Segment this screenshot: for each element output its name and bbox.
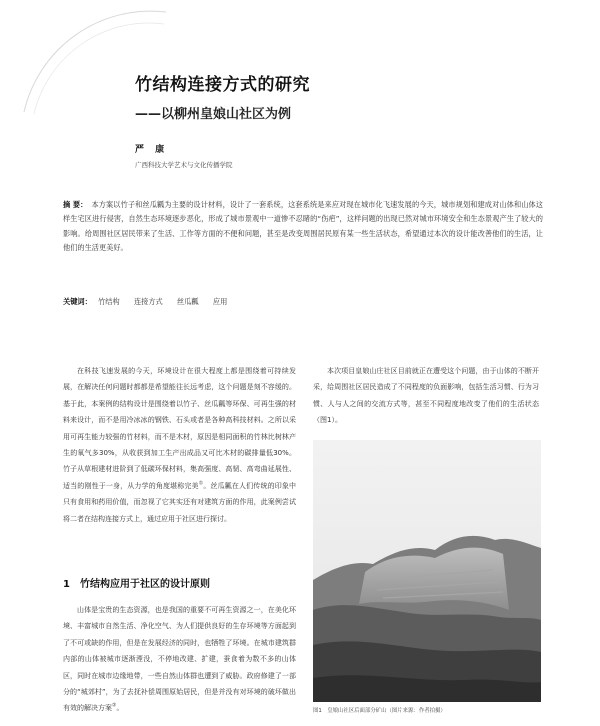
- keyword: 丝瓜瓤: [177, 297, 199, 306]
- keyword: 应用: [212, 297, 228, 306]
- abstract-text: 本方案以竹子和丝瓜瓤为主要的设计材料，设计了一套系统，这套系统是来应对现在城市化飞速发展的今天，城市规划和建成对山体和山体这样生宅区进行侵害，自然生态环境逐步恶化，形成了城市景观中一道惨不忍睹的“伤疤”，这样问题的出现已然对城市环境安全和生态景观产生了较大的影响。给周围社区居民带来了生活、工作等方面的不便和问题，甚至是改变周围居民原有某一些生活状态，希望通过本次的设计能改善他们的生活，让他们的生活更美好。: [63, 200, 543, 252]
- author-name: 严 康: [135, 145, 169, 155]
- article-subtitle: ——以柳州皇娘山社区为例: [135, 107, 292, 122]
- abstract-label: 摘 要：: [63, 200, 88, 209]
- footnote-ref: ②: [112, 703, 117, 710]
- keywords: [63, 297, 543, 307]
- keywords-label: 关键词：: [63, 297, 92, 306]
- paragraph-text: 。丝瓜瓤在人们传统的印象中只有食用和药用价值，而忽视了它其实还有对建筑方面的作用，此案例尝试将二者在结构连接方式上，通过应用于社区进行探讨。: [63, 481, 297, 523]
- article-title: 竹结构连接方式的研究: [135, 75, 310, 95]
- section-number: 1: [63, 579, 70, 590]
- paragraph-text: 。: [116, 704, 124, 713]
- decorative-corner-arc: [18, 8, 168, 118]
- footnote-ref: ①: [198, 480, 204, 487]
- section-heading: [63, 575, 210, 590]
- paragraph-text: 在科技飞速发展的今天，环境设计在很大程度上都是围绕着可持续发展，在解决任何问题时都都是希望能往长远考虑，这个问题是刻不容缓的。基于此，本案例的结构设计是围绕着以竹子、丝瓜瓤等环保、可再生强的材料来设计，而不是用冷冰冰的钢铁、石头或者是各种高科技材料。之所以采用可再生能力较强的竹材料，而不是木材，原因是相同面积的竹林比树林产生的氧气多30%，从收获到加工生产出成品又可比木材的碳排量低30%。竹子从草根建材进阶到了低碳环保材料，集高强度、高韧、高弯曲延展性、适当的刚性于一身，从力学的角度堪称完美: [63, 367, 296, 490]
- figure-caption: 图1 皇娘山社区后面部分矿山（图片来源：作者拍摄）: [313, 708, 446, 714]
- keyword: 连接方式: [133, 297, 163, 306]
- author-affiliation: 广西科技大学艺术与文化传播学院: [135, 161, 233, 169]
- body-left-column: [63, 363, 296, 527]
- body-paragraph: 本次项目皇娘山庄社区目前就正在遭受这个问题，由于山体的不断开采，给周围社区居民造成了不同程度的负面影响，包括生活习惯、行为习惯、人与人之间的交流方式等，甚至不同程度地改变了他们的生活状态（图1）。: [313, 367, 539, 425]
- abstract: [63, 198, 543, 255]
- body-paragraph: [63, 363, 296, 527]
- paragraph-text: 山体是宝贵的生态资源，也是我国的重要不可再生资源之一，在美化环境、丰富城市自然生活、净化空气、为人们提供良好的生存环境等方面起到了不可或缺的作用，但是在发展经济的同时，也牺牲了环境。在城市建筑群内部的山体被城市逐渐湮没，不停地改建、扩建，蚕食着为数不多的山体区，同时在城市边缘地带，一些自然山体群也遭到了威胁。政府修建了一部分的“城郊村”，为了去抚补偿周围原始居民，但是并没有对环境的破坏做出有效的解决方案: [63, 606, 296, 713]
- figure-quarry-photo: [313, 440, 541, 702]
- body-right-column: [313, 363, 539, 429]
- section-title: 竹结构应用于社区的设计原则: [79, 579, 210, 590]
- body-left-column-2: [63, 602, 296, 717]
- body-paragraph: [63, 602, 296, 717]
- keyword: 竹结构: [98, 297, 120, 306]
